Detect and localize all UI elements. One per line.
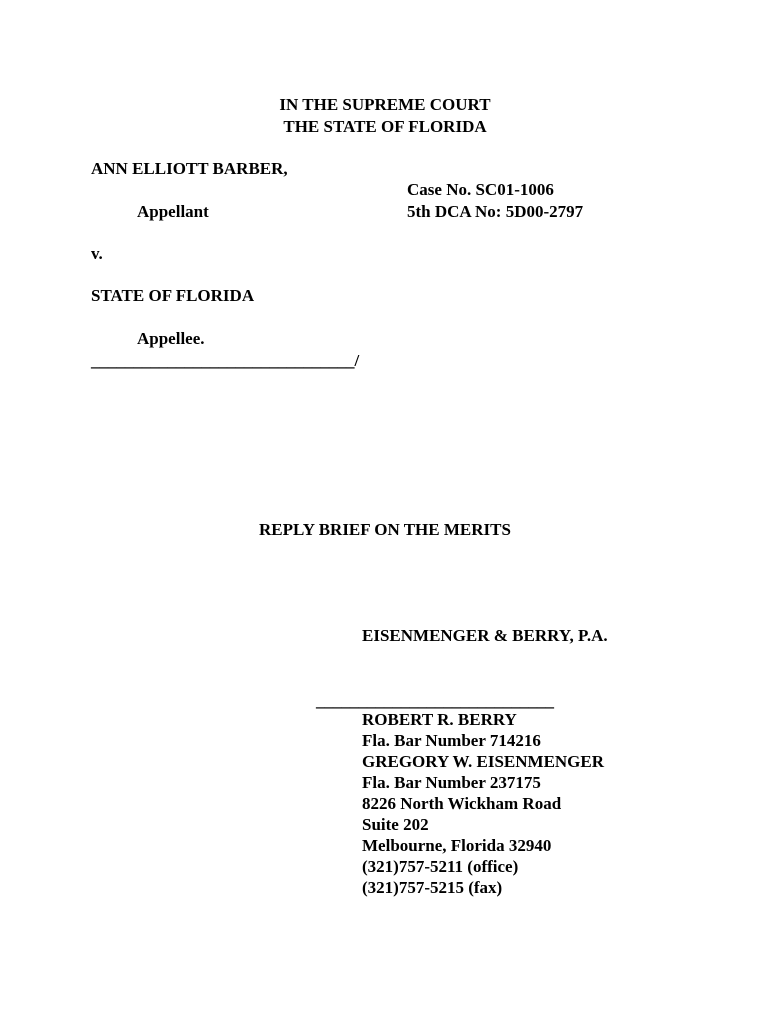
signature-line: ____________________________ [316,691,554,710]
court-heading-line-1: IN THE SUPREME COURT [279,95,491,114]
appellant-name: ANN ELLIOTT BARBER, [91,159,288,178]
appellee-role: Appellee. [137,329,205,348]
case-number: Case No. SC01-1006 [407,180,554,199]
phone-office: (321)757-5211 (office) [362,857,519,876]
phone-fax: (321)757-5215 (fax) [362,878,503,897]
versus-label: v. [91,244,103,263]
appellant-role: Appellant [137,202,209,221]
dca-number: 5th DCA No: 5D00-2797 [407,202,584,221]
address-suite: Suite 202 [362,815,429,834]
attorney-1-bar-number: Fla. Bar Number 714216 [362,731,541,750]
address-street: 8226 North Wickham Road [362,794,562,813]
address-city: Melbourne, Florida 32940 [362,836,552,855]
court-heading-line-2: THE STATE OF FLORIDA [283,117,487,136]
appellee-name: STATE OF FLORIDA [91,286,255,305]
attorney-2-name: GREGORY W. EISENMENGER [362,752,605,771]
firm-name: EISENMENGER & BERRY, P.A. [362,626,608,645]
caption-close-line: _______________________________/ [91,351,360,370]
document-title: REPLY BRIEF ON THE MERITS [259,520,511,539]
attorney-2-bar-number: Fla. Bar Number 237175 [362,773,541,792]
attorney-1-name: ROBERT R. BERRY [362,710,517,729]
